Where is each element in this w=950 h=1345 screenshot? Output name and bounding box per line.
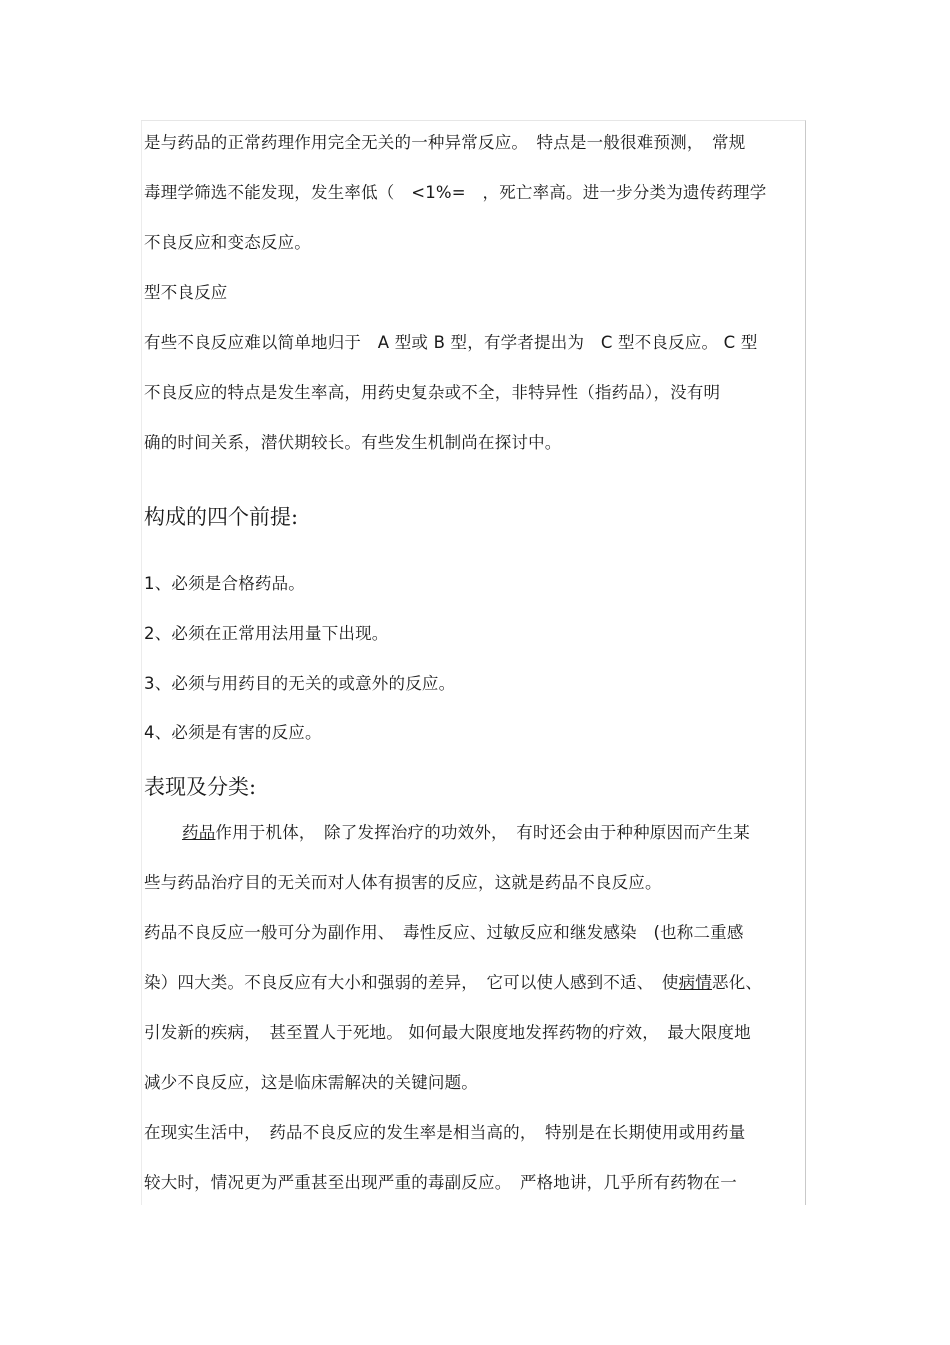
- paragraph-line: [144, 822, 808, 844]
- paragraph-line: 在现实生活中， 药品不良反应的发生率是相当高的， 特别是在长期使用或用药量: [144, 1123, 746, 1142]
- paragraph-line: 毒理学筛选不能发现，发生率低（ <1%= ，死亡率高。进一步分类为遗传药理学: [144, 183, 767, 202]
- section-title-premises: 构成的四个前提:: [144, 505, 299, 529]
- list-item: 3、必须与用药目的无关的或意外的反应。: [144, 674, 456, 693]
- paragraph-line: 不良反应和变态反应。: [144, 233, 311, 252]
- text-run: 恶化、: [712, 973, 763, 992]
- paragraph-line: 不良反应的特点是发生率高，用药史复杂或不全，非特异性（指药品），没有明: [144, 383, 721, 402]
- list-item: 2、必须在正常用法用量下出现。: [144, 624, 389, 643]
- paragraph-line: 较大时，情况更为严重甚至出现严重的毒副反应。 严格地讲，几乎所有药物在一: [144, 1173, 737, 1192]
- paragraph-line: 是与药品的正常药理作用完全无关的一种异常反应。 特点是一般很难预测， 常规: [144, 133, 746, 152]
- paragraph-line: 有些不良反应难以简单地归于 A 型或 B 型，有学者提出为 C 型不良反应。 C 型: [144, 333, 758, 352]
- text-run: 染）四大类。不良反应有大小和强弱的差异， 它可以使人感到不适、 使: [144, 973, 679, 992]
- paragraph-line: 些与药品治疗目的无关而对人体有损害的反应，这就是药品不良反应。: [144, 873, 662, 892]
- paragraph-line: 确的时间关系，潜伏期较长。有些发生机制尚在探讨中。: [144, 433, 562, 452]
- paragraph-line: 药品不良反应一般可分为副作用、 毒性反应、过敏反应和继发感染 (也称二重感: [144, 923, 744, 942]
- section-title-classification: 表现及分类:: [144, 775, 257, 799]
- link-condition[interactable]: 病情: [678, 973, 713, 992]
- list-item: 4、必须是有害的反应。: [144, 723, 322, 742]
- link-drug[interactable]: 药品: [182, 823, 216, 842]
- subheading-type: 型不良反应: [144, 283, 228, 302]
- text-run: 作用于机体， 除了发挥治疗的功效外， 有时还会由于种种原因而产生某: [215, 823, 751, 842]
- paragraph-line: 引发新的疾病， 甚至置人于死地。 如何最大限度地发挥药物的疗效， 最大限度地: [144, 1023, 751, 1042]
- paragraph-line: 减少不良反应，这是临床需解决的关键问题。: [144, 1073, 478, 1092]
- paragraph-line: [144, 972, 808, 994]
- list-item: 1、必须是合格药品。: [144, 574, 305, 593]
